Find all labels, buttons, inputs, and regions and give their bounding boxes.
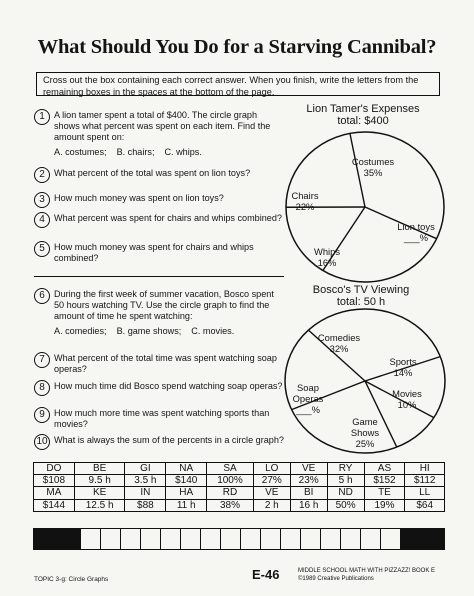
answer-blank[interactable] bbox=[141, 528, 161, 550]
question-number: 9 bbox=[34, 407, 50, 423]
grid-code-cell[interactable]: VE bbox=[290, 463, 327, 475]
question-text: How much money was spent on lion toys? bbox=[54, 193, 224, 203]
grid-code-cell[interactable]: GI bbox=[125, 463, 166, 475]
grid-value-cell[interactable]: 9.5 h bbox=[74, 475, 125, 487]
answer-blank[interactable] bbox=[81, 528, 101, 550]
question-number: 1 bbox=[34, 109, 50, 125]
footer-topic: TOPIC 3-g: Circle Graphs bbox=[34, 576, 109, 583]
grid-value-cell[interactable]: 23% bbox=[290, 475, 327, 487]
question-5 bbox=[34, 242, 284, 264]
grid-code-cell[interactable]: HI bbox=[405, 463, 445, 475]
answer-blank[interactable] bbox=[361, 528, 381, 550]
question-text: How much time did Bosco spend watching soap operas? bbox=[54, 381, 283, 391]
question-1 bbox=[34, 110, 284, 158]
choice: C. movies. bbox=[191, 325, 235, 336]
footer-page-code: E-46 bbox=[252, 567, 280, 582]
question-8 bbox=[34, 381, 284, 392]
question-number: 10 bbox=[34, 434, 50, 450]
grid-code-cell[interactable]: AS bbox=[364, 463, 405, 475]
answer-blank[interactable] bbox=[341, 528, 361, 550]
page-title: What Should You Do for a Starving Cannibal? bbox=[37, 36, 437, 58]
answer-blanks bbox=[33, 528, 445, 550]
question-number: 2 bbox=[34, 167, 50, 183]
grid-code-cell[interactable]: LO bbox=[253, 463, 290, 475]
grid-value-cell[interactable]: 11 h bbox=[166, 499, 207, 511]
question-2 bbox=[34, 168, 284, 179]
blank-block bbox=[33, 528, 81, 550]
pie-slice-label: Movies 10% bbox=[392, 388, 422, 410]
grid-value-cell[interactable]: $112 bbox=[405, 475, 445, 487]
answer-blank[interactable] bbox=[321, 528, 341, 550]
chart2-subtitle: total: 50 h bbox=[336, 296, 386, 308]
grid-code-cell[interactable]: BE bbox=[74, 463, 125, 475]
grid-value-cell[interactable]: 3.5 h bbox=[125, 475, 166, 487]
chart2-pie bbox=[281, 307, 453, 459]
grid-value-cell[interactable]: $88 bbox=[125, 499, 166, 511]
grid-value-cell[interactable]: $144 bbox=[34, 499, 75, 511]
answer-blank[interactable] bbox=[181, 528, 201, 550]
chart1-title-block bbox=[283, 103, 443, 127]
grid-code-cell[interactable]: ND bbox=[327, 487, 364, 499]
answer-blank[interactable] bbox=[301, 528, 321, 550]
question-7 bbox=[34, 353, 284, 375]
pie-slice-label: Chairs 22% bbox=[291, 190, 319, 212]
pie-slice-label: Comedies 32% bbox=[317, 332, 361, 354]
question-9 bbox=[34, 408, 284, 430]
grid-code-cell[interactable]: LL bbox=[405, 487, 445, 499]
question-text: How much more time was spent watching sports than movies? bbox=[54, 408, 270, 430]
grid-code-cell[interactable]: TE bbox=[364, 487, 405, 499]
choice: B. game shows; bbox=[116, 325, 182, 336]
grid-value-cell[interactable]: 100% bbox=[207, 475, 254, 487]
question-number: 5 bbox=[34, 241, 50, 257]
answer-blank[interactable] bbox=[241, 528, 261, 550]
grid-value-cell[interactable]: $140 bbox=[166, 475, 207, 487]
pie-slice-label: Soap Operas ___% bbox=[292, 382, 324, 415]
grid-code-cell[interactable]: BI bbox=[290, 487, 327, 499]
grid-value-cell[interactable]: 2 h bbox=[253, 499, 290, 511]
pie-slice-label: Costumes 35% bbox=[351, 156, 395, 178]
question-6 bbox=[34, 289, 284, 337]
question-number: 3 bbox=[34, 192, 50, 208]
pie-slice-label: Sports 14% bbox=[389, 356, 417, 378]
pie-slice-label: Lion toys ___% bbox=[397, 221, 435, 243]
choice: B. chairs; bbox=[116, 146, 155, 157]
grid-code-cell[interactable]: RD bbox=[207, 487, 254, 499]
grid-value-cell[interactable]: $152 bbox=[364, 475, 405, 487]
question-text: What percent of the total was spent on lion toys? bbox=[54, 168, 251, 178]
question-10 bbox=[34, 435, 284, 446]
instructions-box: Cross out the box containing each correct answer. When you finish, write the letters from the remaining boxes in the spaces at the bottom of the page. bbox=[36, 72, 440, 96]
question-choices bbox=[54, 326, 284, 337]
question-4 bbox=[34, 213, 284, 224]
question-number: 8 bbox=[34, 380, 50, 396]
choice: A. costumes; bbox=[54, 146, 107, 157]
question-choices bbox=[54, 147, 284, 158]
grid-code-cell[interactable]: RY bbox=[327, 463, 364, 475]
grid-code-cell[interactable]: KE bbox=[74, 487, 125, 499]
question-text: What is always the sum of the percents in a circle graph? bbox=[54, 435, 284, 445]
answer-blank[interactable] bbox=[121, 528, 141, 550]
answer-blank[interactable] bbox=[381, 528, 401, 550]
grid-value-cell[interactable]: 16 h bbox=[290, 499, 327, 511]
choice: C. whips. bbox=[164, 146, 202, 157]
question-3 bbox=[34, 193, 284, 204]
grid-code-cell[interactable]: DO bbox=[34, 463, 75, 475]
grid-code-cell[interactable]: HA bbox=[166, 487, 207, 499]
grid-code-cell[interactable]: IN bbox=[125, 487, 166, 499]
blank-block bbox=[401, 528, 445, 550]
footer-book bbox=[298, 567, 435, 583]
answer-grid bbox=[33, 462, 445, 512]
question-text: What percent was spent for chairs and whips combined? bbox=[54, 213, 282, 223]
answer-blank[interactable] bbox=[261, 528, 281, 550]
chart2-title-block bbox=[281, 284, 441, 308]
question-number: 4 bbox=[34, 212, 50, 228]
answer-blank[interactable] bbox=[101, 528, 121, 550]
question-number: 7 bbox=[34, 352, 50, 368]
answer-blank[interactable] bbox=[281, 528, 301, 550]
footer-book-line2: ©1989 Creative Publications bbox=[298, 576, 374, 582]
chart1-title: Lion Tamer's Expenses bbox=[306, 103, 420, 115]
grid-code-cell[interactable]: MA bbox=[34, 487, 75, 499]
pie-slice-label: Whips 16% bbox=[313, 246, 341, 268]
footer-book-line1: MIDDLE SCHOOL MATH WITH PIZZAZZ! BOOK E bbox=[298, 568, 436, 574]
question-text: During the first week of summer vacation, Bosco spent 50 hours watching TV. Use the circle graph to find the amount of time he spent watching: bbox=[54, 289, 274, 322]
grid-value-cell[interactable]: 27% bbox=[253, 475, 290, 487]
answer-blank[interactable] bbox=[221, 528, 241, 550]
question-text: How much money was spent for chairs and whips combined? bbox=[54, 242, 254, 264]
grid-value-cell[interactable]: $64 bbox=[405, 499, 445, 511]
grid-value-cell[interactable]: 19% bbox=[364, 499, 405, 511]
pie-slice-label: Game Shows 25% bbox=[350, 416, 380, 449]
question-text: What percent of the total time was spent watching soap operas? bbox=[54, 353, 277, 375]
chart1-subtitle: total: $400 bbox=[337, 115, 389, 127]
grid-value-cell[interactable]: $108 bbox=[34, 475, 75, 487]
grid-value-cell[interactable]: 50% bbox=[327, 499, 364, 511]
grid-value-cell[interactable]: 38% bbox=[207, 499, 254, 511]
section-divider bbox=[34, 276, 284, 277]
choice: A. comedies; bbox=[54, 325, 107, 336]
answer-blank[interactable] bbox=[201, 528, 221, 550]
grid-value-cell[interactable]: 5 h bbox=[327, 475, 364, 487]
grid-code-cell[interactable]: SA bbox=[207, 463, 254, 475]
chart1-pie bbox=[281, 127, 453, 287]
chart2-title: Bosco's TV Viewing bbox=[312, 284, 410, 296]
answer-blank[interactable] bbox=[161, 528, 181, 550]
question-number: 6 bbox=[34, 288, 50, 304]
grid-value-cell[interactable]: 12.5 h bbox=[74, 499, 125, 511]
grid-code-cell[interactable]: VE bbox=[253, 487, 290, 499]
question-text: A lion tamer spent a total of $400. The circle graph shows what percent was spent on each item. Find the amount spent on: bbox=[54, 110, 271, 143]
grid-code-cell[interactable]: NA bbox=[166, 463, 207, 475]
